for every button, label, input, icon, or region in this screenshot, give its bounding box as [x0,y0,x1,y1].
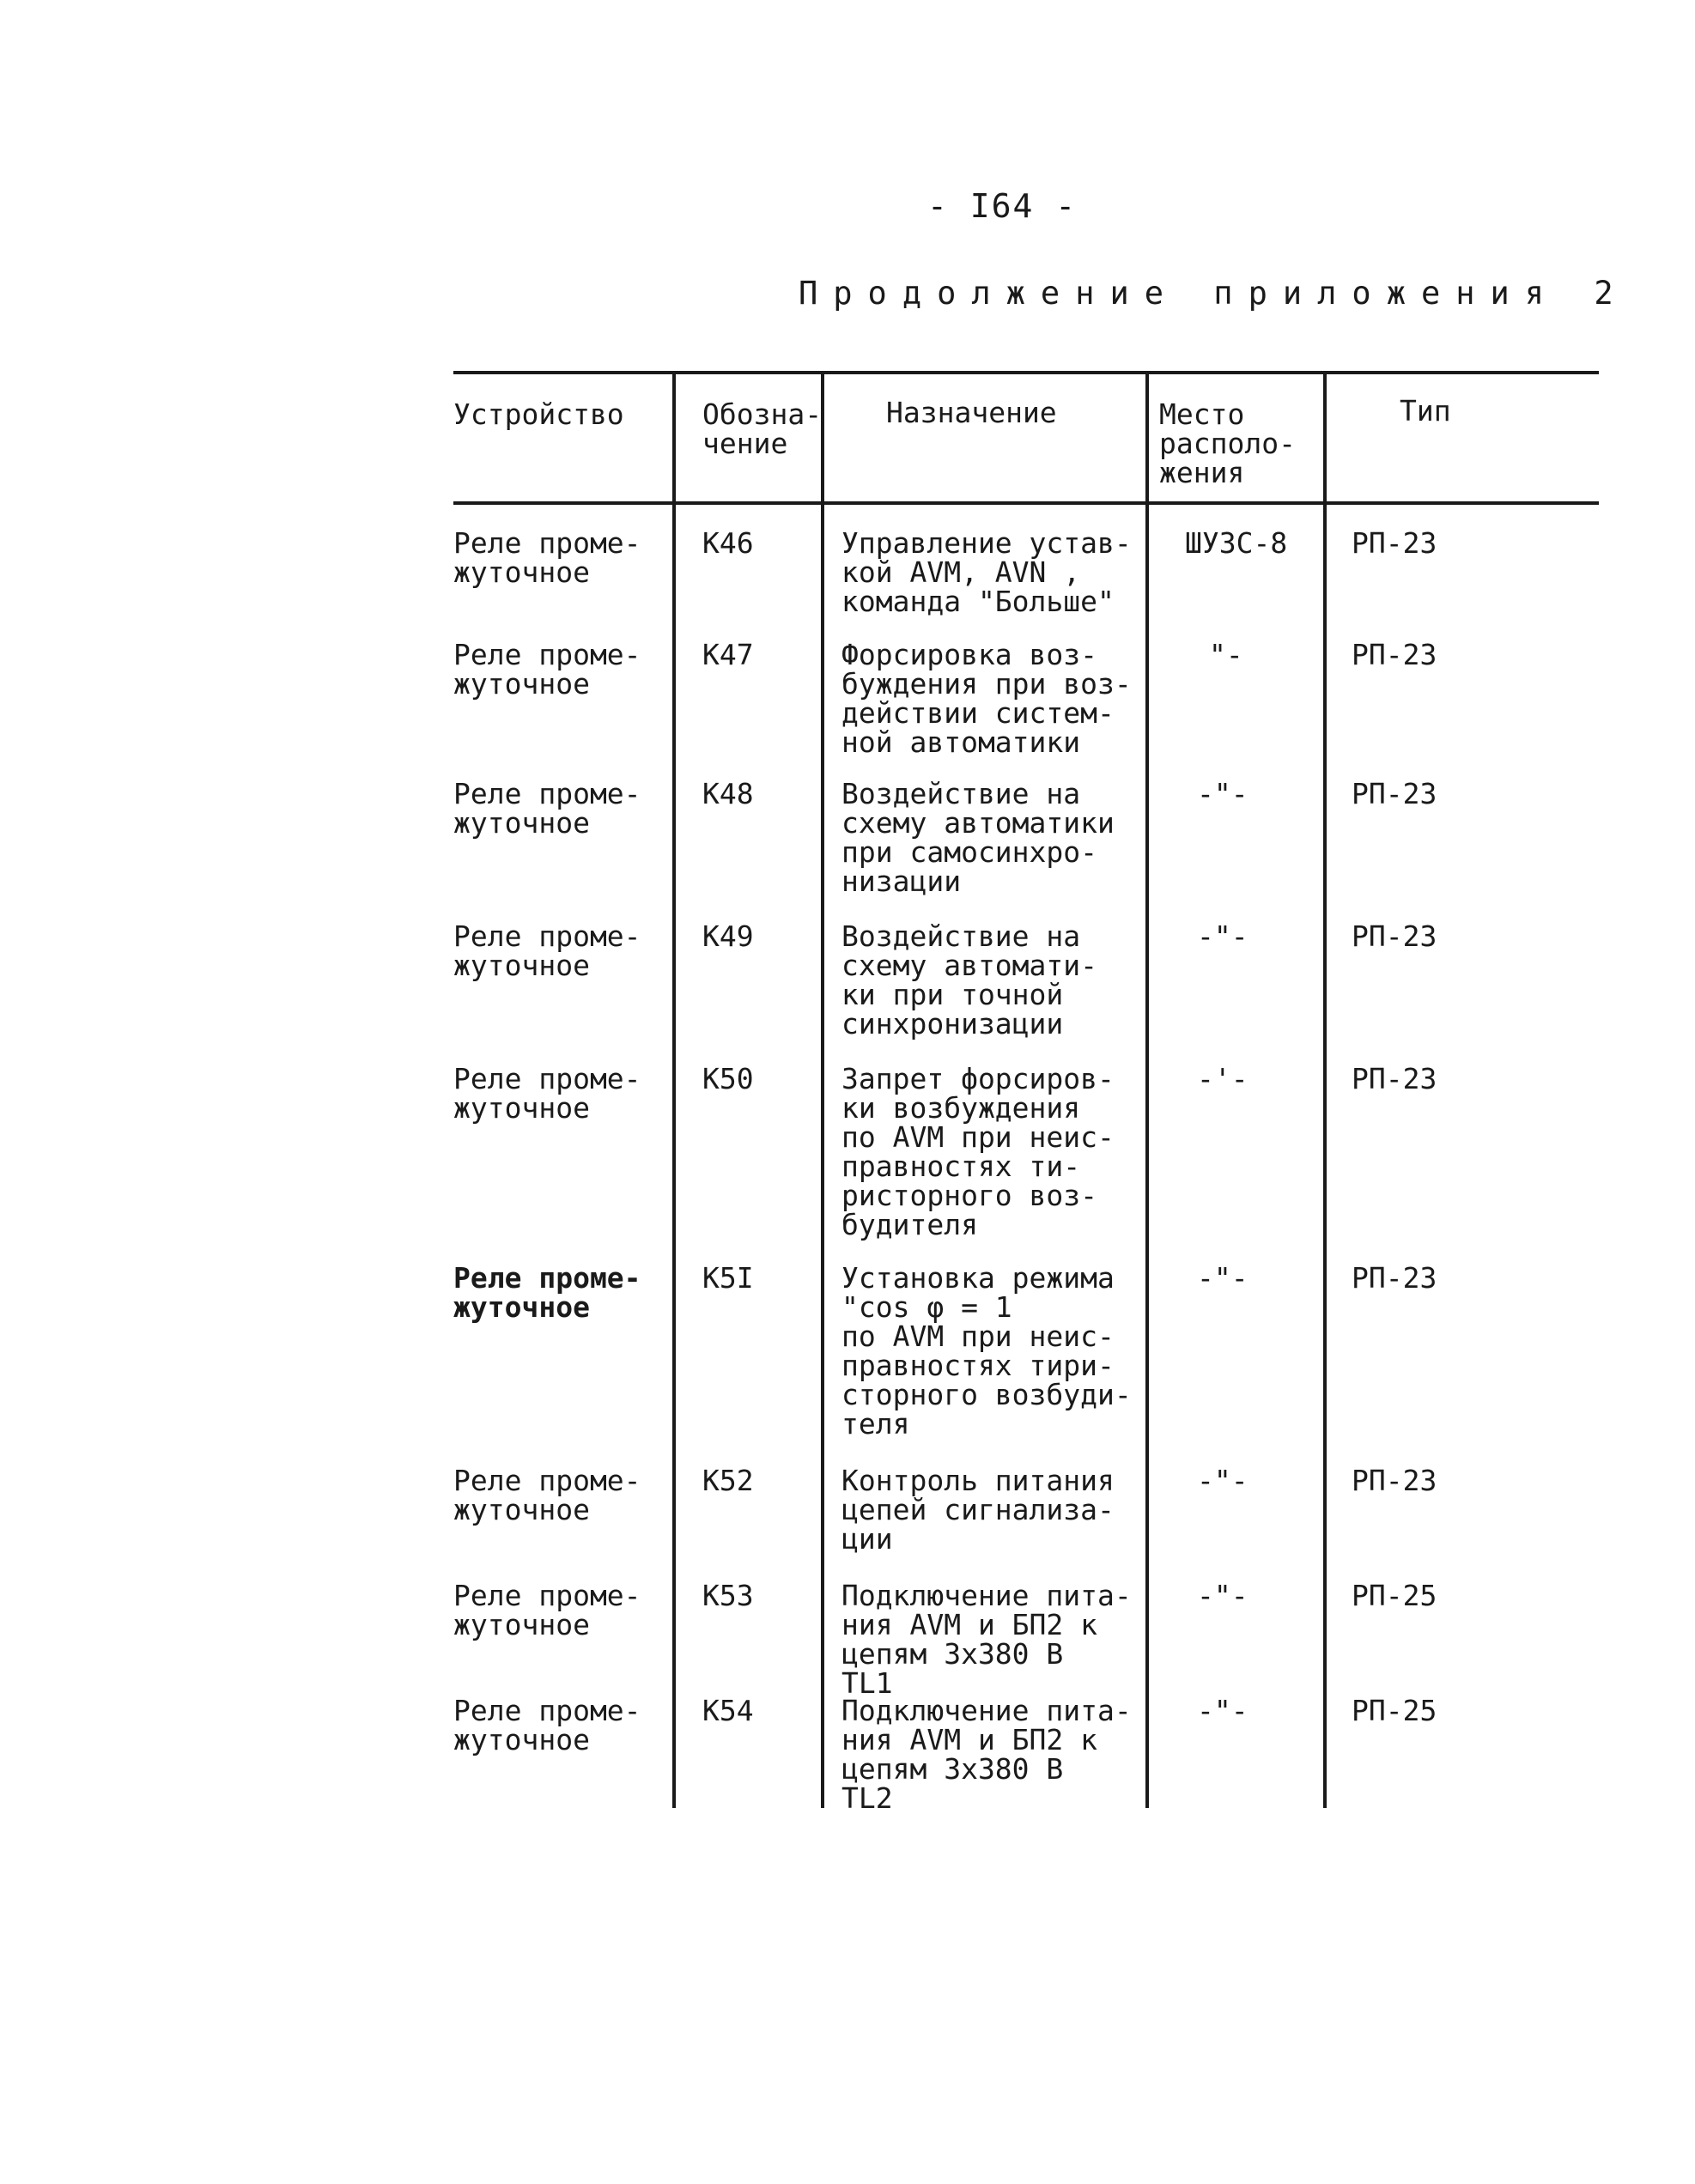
designation-cell: К50 [702,1062,754,1095]
location-cell: -"- [1197,777,1248,810]
designation-cell: К48 [702,777,754,810]
purpose-cell: Установка режима "cos φ = 1 по AVM при неис- правностях тири- сторного возбуди- теля [841,1261,1132,1441]
device-cell: Реле проме- жуточное [453,638,641,701]
header-designation: Обозна- чение [702,397,823,460]
device-cell: Реле проме- жуточное [453,919,641,982]
table-header-rule [453,501,1599,505]
page-number: - I64 - [927,187,1078,225]
purpose-cell: Подключение пита- ния AVM и БП2 к цепям 3х380 В TL1 [841,1579,1132,1700]
purpose-cell: Воздействие на схему автоматики при самосинхро- низации [841,777,1115,898]
device-cell: Реле проме- жуточное [453,1062,641,1125]
type-cell: РП-23 [1352,638,1437,671]
location-cell: -"- [1197,1694,1248,1727]
location-cell: -"- [1197,1261,1248,1295]
type-cell: РП-23 [1352,1062,1437,1095]
device-cell: Реле проме- жуточное [453,1261,641,1324]
location-cell: -"- [1197,1579,1248,1612]
location-cell: -"- [1197,919,1248,953]
purpose-cell: Воздействие на схему автомати- ки при точной синхронизации [841,919,1098,1040]
device-cell: Реле проме- жуточное [453,526,641,589]
device-cell: Реле проме- жуточное [453,777,641,840]
device-cell: Реле проме- жуточное [453,1694,641,1756]
column-divider [672,371,676,1808]
type-cell: РП-23 [1352,777,1437,810]
column-divider [821,371,824,1808]
header-purpose: Назначение [886,396,1057,429]
column-divider [1145,371,1149,1808]
type-cell: РП-23 [1352,1464,1437,1497]
designation-cell: К47 [702,638,754,671]
table-top-rule [453,371,1599,374]
location-cell: ШУЗС-8 [1185,526,1288,560]
designation-cell: К52 [702,1464,754,1497]
column-divider [1323,371,1327,1808]
designation-cell: К53 [702,1579,754,1612]
appendix-title: Продолжение приложения 2 [799,275,1629,312]
type-cell: РП-23 [1352,526,1437,560]
header-device: Устройство [453,397,624,431]
location-cell: -"- [1197,1464,1248,1497]
header-type: Тип [1400,394,1451,428]
purpose-cell: Форсировка воз- буждения при воз- действии систем- ной автоматики [841,638,1132,759]
purpose-cell: Контроль питания цепей сигнализа- ции [841,1464,1115,1556]
purpose-cell: Подключение пита- ния AVM и БП2 к цепям 3х380 В TL2 [841,1694,1132,1815]
location-cell: "- [1209,638,1243,671]
device-cell: Реле проме- жуточное [453,1579,641,1641]
type-cell: РП-23 [1352,919,1437,953]
type-cell: РП-23 [1352,1261,1437,1295]
device-cell: Реле проме- жуточное [453,1464,641,1526]
designation-cell: К5I [702,1261,754,1295]
designation-cell: К54 [702,1694,754,1727]
type-cell: РП-25 [1352,1579,1437,1612]
purpose-cell: Управление устав- кой AVM, AVN , команда "Больше" [841,526,1132,618]
purpose-cell: Запрет форсиров- ки возбуждения по AVM при неис- правностях ти- ристорного воз- будителя [841,1062,1115,1241]
device-table [453,371,1599,1815]
designation-cell: К49 [702,919,754,953]
type-cell: РП-25 [1352,1694,1437,1727]
header-location: Место располо- жения [1159,397,1296,489]
designation-cell: К46 [702,526,754,560]
location-cell: -'- [1197,1062,1248,1095]
